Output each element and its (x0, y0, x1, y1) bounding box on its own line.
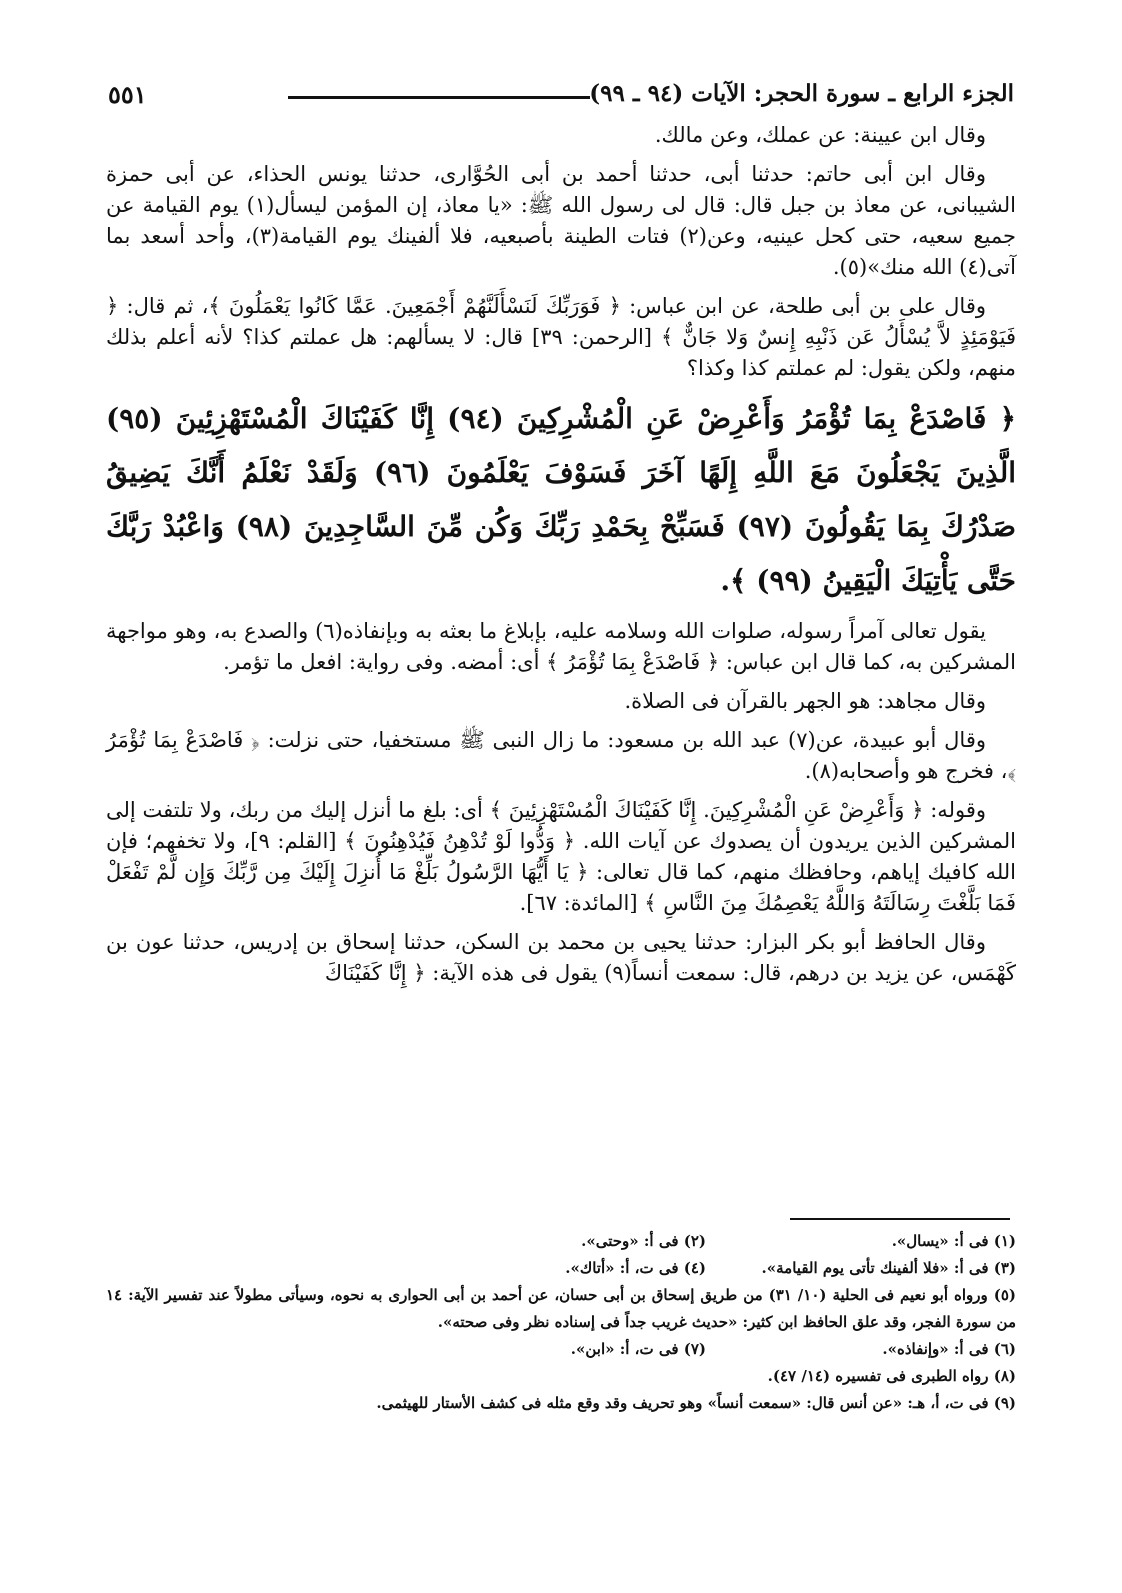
quran-verse-block: ﴿ فَاصْدَعْ بِمَا تُؤْمَرُ وَأَعْرِضْ عَنِ الْمُشْرِكِينَ (٩٤) إِنَّا كَفَيْنَاكَ الْمُسْتَهْزِئِينَ (٩٥) الَّذِينَ يَجْعَلُونَ مَعَ اللَّهِ إِلَهًا آخَرَ فَسَوْفَ يَعْلَمُونَ (٩٦) وَلَقَدْ نَعْلَمُ أَنَّكَ يَضِيقُ صَدْرُكَ بِمَا يَقُولُونَ (٩٧) فَسَبِّحْ بِحَمْدِ رَبِّكَ وَكُن مِّنَ السَّاجِدِينَ (٩٨) وَاعْبُدْ رَبَّكَ حَتَّى يَأْتِيَكَ الْيَقِينُ (٩٩) ﴾. (106, 402, 1017, 597)
running-title: الجزء الرابع ـ سورة الحجر: الآيات (٩٤ ـ ٩٩) (589, 80, 1014, 107)
footnote: (٦) فى أ: «وإنفاذه». (882, 1340, 1016, 1358)
footnote: (٣) فى أ: «فلا ألفينك تأتى يوم القيامة». (761, 1259, 1016, 1277)
page-number: ٥٥١ (108, 80, 147, 109)
paragraph: وقال أبو عبيدة، عن(٧) عبد الله بن مسعود: ما زال النبى ﷺ مستخفيا، حتى نزلت: ﴿ فَاصْدَعْ بِمَا تُؤْمَرُ ﴾، فخرج هو وأصحابه(٨). (106, 728, 1016, 783)
paragraph: وقال على بن أبى طلحة، عن ابن عباس: ﴿ فَوَرَبِّكَ لَنَسْأَلَنَّهُمْ أَجْمَعِينَ. عَمَّا كَانُوا يَعْمَلُونَ ﴾، ثم قال: ﴿ فَيَوْمَئِذٍ لاَّ يُسْأَلُ عَن ذَنْبِهِ إِنسٌ وَلا جَانٌّ ﴾ [الرحمن: ٣٩] قال: لا يسألهم: هل عملتم كذا؟ لأنه أعلم بذلك منهم، ولكن يقول: لم عملتم كذا وكذا؟ (106, 294, 1016, 380)
paragraph: وقال مجاهد: هو الجهر بالقرآن فى الصلاة. (624, 689, 986, 713)
footnote: (٢) فى أ: «وحتى». (581, 1232, 706, 1250)
footnotes (106, 1228, 1016, 1417)
footnote-row (106, 1255, 1016, 1282)
running-header (108, 80, 1014, 120)
footnote: (٩) فى ت، أ، هـ: «عن أنس قال: «سمعت أنساً» وهو تحريف وقد وقع مثله فى كشف الأستار للهيثمى. (376, 1394, 1016, 1412)
footnote: (٧) فى ت، أ: «ابن». (570, 1340, 706, 1358)
header-rule (288, 96, 590, 99)
footnote-row (106, 1336, 1016, 1363)
paragraph: يقول تعالى آمراً رسوله، صلوات الله وسلامه عليه، بإبلاغ ما بعثه به وبإنفاذه(٦) والصدع به، وهو مواجهة المشركين به، كما قال ابن عباس: ﴿ فَاصْدَعْ بِمَا تُؤْمَرُ ﴾ أى: أمضه. وفى رواية: افعل ما تؤمر. (106, 619, 1016, 674)
paragraph: وقال الحافظ أبو بكر البزار: حدثنا يحيى بن محمد بن السكن، حدثنا إسحاق بن إدريس، حدثنا عون بن كَهْمَس، عن يزيد بن درهم، قال: سمعت أنساً(٩) يقول فى هذه الآية: ﴿ إِنَّا كَفَيْنَاكَ (106, 930, 1016, 985)
footnote-row (106, 1228, 1016, 1255)
paragraph: وقال ابن عيينة: عن عملك، وعن مالك. (654, 123, 986, 147)
footnote: (١) فى أ: «يسال». (891, 1232, 1016, 1250)
paragraph: وقال ابن أبى حاتم: حدثنا أبى، حدثنا أحمد بن أبى الحُوَّارى، حدثنا يونس الحذاء، عن أبى حمزة الشيبانى، عن معاذ بن جبل قال: قال لى رسول الله ﷺ: «يا معاذ، إن المؤمن ليسأل(١) يوم القيامة عن جميع سعيه، حتى كحل عينيه، وعن(٢) فتات الطينة بأصبعيه، فلا ألفينك يوم القيامة(٣)، وأحد أسعد بما آتى(٤) الله منك»(٥). (106, 162, 1016, 279)
footnote: (٤) فى ت، أ: «أتاك». (565, 1259, 706, 1277)
footnote: (٥) ورواه أبو نعيم فى الحلية (١٠/ ٣١) من طريق إسحاق بن أبى حسان، عن أحمد بن أبى الحوارى به نحوه، وسيأتى مطولاً عند تفسير الآية: ١٤ من سورة الفجر، وقد علق الحافظ ابن كثير: «حديث غريب جداً فى إسناده نظر وفى صحته». (106, 1286, 1016, 1331)
main-text (106, 120, 1016, 997)
footnote: (٨) رواه الطبرى فى تفسيره (١٤/ ٤٧). (767, 1367, 1016, 1385)
paragraph: وقوله: ﴿ وَأَعْرِضْ عَنِ الْمُشْرِكِينَ. إِنَّا كَفَيْنَاكَ الْمُسْتَهْزِئِينَ ﴾ أى: بلغ ما أنزل إليك من ربك، ولا تلتفت إلى المشركين الذين يريدون أن يصدوك عن آيات الله. ﴿ وَدُّوا لَوْ تُدْهِنُ فَيُدْهِنُونَ ﴾ [القلم: ٩]، ولا تخفهم؛ فإن الله كافيك إياهم، وحافظك منهم، كما قال تعالى: ﴿ يَا أَيُّهَا الرَّسُولُ بَلِّغْ مَا أُنزِلَ إِلَيْكَ مِن رَّبِّكَ وَإِن لَّمْ تَفْعَلْ فَمَا بَلَّغْتَ رِسَالَتَهُ وَاللَّهُ يَعْصِمُكَ مِنَ النَّاسِ ﴾ [المائدة: ٦٧]. (106, 798, 1017, 915)
footnote-rule (790, 1218, 1010, 1220)
